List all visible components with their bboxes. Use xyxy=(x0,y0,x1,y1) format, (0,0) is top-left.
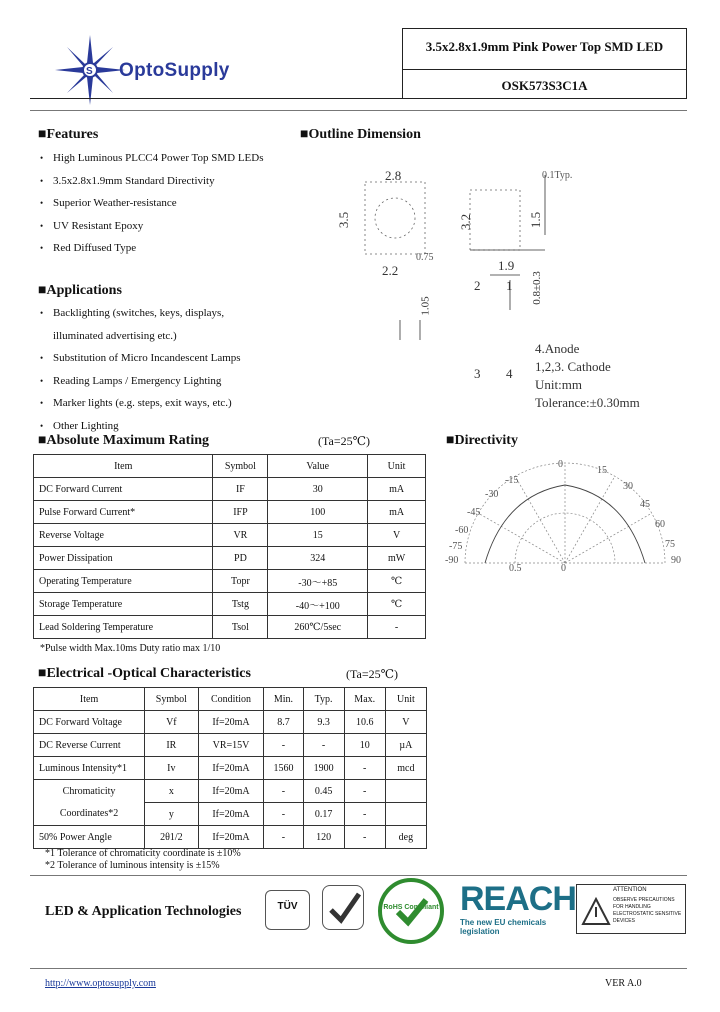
dim-2-2: 2.2 xyxy=(382,263,399,278)
col-condition: Condition xyxy=(198,688,264,711)
dir-label-m75: -75 xyxy=(449,541,463,552)
eo-footnote-2: *2 Tolerance of luminous intensity is ±15% xyxy=(45,860,220,871)
application-item: • Backlighting (switches, keys, displays, illuminated advertising etc.) xyxy=(38,302,318,347)
abs-max-footnote: *Pulse width Max.10ms Duty ratio max 1/10 xyxy=(40,643,221,654)
col-min: Min. xyxy=(264,688,303,711)
eo-footnotes xyxy=(45,848,241,872)
header-divider-2 xyxy=(30,110,687,111)
features-heading: ■Features xyxy=(38,127,99,142)
dir-label-0: 0 xyxy=(558,459,563,470)
dir-label-45: 45 xyxy=(640,499,650,510)
table-row: Storage Temperature Tstg -40～+100 ℃ xyxy=(34,593,426,616)
table-row: Lead Soldering Temperature Tsol 260℃/5sec - xyxy=(34,616,426,639)
table-row: Pulse Forward Current* IFP 100 mA xyxy=(34,501,426,524)
dir-label-75: 75 xyxy=(665,539,675,550)
table-row: Operating Temperature Topr -30～+85 ℃ xyxy=(34,570,426,593)
dim-1-5: 1.5 xyxy=(528,211,544,229)
application-item: • Other Lighting xyxy=(38,415,318,438)
pin-3: 3 xyxy=(474,366,481,381)
col-value: Value xyxy=(268,455,368,478)
col-typ: Typ. xyxy=(303,688,344,711)
dim-0-75: 0.75 xyxy=(416,252,434,263)
abs-max-condition: (Ta=25℃) xyxy=(318,434,371,448)
footer-bottom-divider xyxy=(30,968,687,969)
esd-attention-badge xyxy=(576,884,686,934)
legend-anode: 4.Anode xyxy=(535,341,580,356)
abs-max-table xyxy=(33,454,426,639)
dir-label-15: 15 xyxy=(597,465,607,476)
svg-text:S: S xyxy=(86,66,93,77)
title-box xyxy=(402,28,687,98)
table-row: Coordinates*2 y If=20mA - 0.17 - xyxy=(34,803,427,826)
dim-3-2: 3.2 xyxy=(458,213,474,231)
checkmark-badge xyxy=(322,885,364,930)
directivity-heading: ■Directivity xyxy=(446,433,518,448)
footer-tagline: LED & Application Technologies xyxy=(45,904,242,919)
reach-subtitle: The new EU chemicals legislation xyxy=(460,918,547,936)
rohs-badge xyxy=(378,878,444,944)
dim-0-1-typ: 0.1Typ. xyxy=(542,170,573,181)
esd-warning-icon xyxy=(581,897,611,927)
feature-item: • Superior Weather-resistance xyxy=(38,192,298,215)
abs-max-heading: ■Absolute Maximum Rating xyxy=(38,433,210,448)
applications-list xyxy=(38,302,318,437)
dim-1-9: 1.9 xyxy=(498,258,515,273)
table-row: DC Forward Voltage Vf If=20mA 8.7 9.3 10.6 V xyxy=(34,711,427,734)
outline-heading: ■Outline Dimension xyxy=(300,127,421,142)
tuv-label: TÜV xyxy=(277,901,298,912)
table-row: DC Reverse Current IR VR=15V - - 10 µA xyxy=(34,734,427,757)
eo-condition: (Ta=25℃) xyxy=(346,667,399,681)
checkmark-icon xyxy=(323,886,365,931)
table-row: DC Forward Current IF 30 mA xyxy=(34,478,426,501)
table-row: Reverse Voltage VR 15 V xyxy=(34,524,426,547)
eo-table xyxy=(33,687,427,849)
eo-footnote-1: *1 Tolerance of chromaticity coordinate is ±10% xyxy=(45,848,241,859)
outline-legend xyxy=(535,340,640,412)
eo-heading: ■Electrical -Optical Characteristics xyxy=(38,666,251,681)
brand-name: OptoSupply xyxy=(119,60,230,81)
table-row: Power Dissipation PD 324 mW xyxy=(34,547,426,570)
attention-text: OBSERVE PRECAUTIONS FOR HANDLING ELECTROSTATIC SENSITIVE DEVICES xyxy=(613,897,682,924)
table-header-row xyxy=(34,455,426,478)
dir-label-m60: -60 xyxy=(455,525,469,536)
footer-website-link[interactable]: http://www.optosupply.com xyxy=(45,978,156,989)
footer-version: VER A.0 xyxy=(605,978,642,989)
attention-label: ATTENTION xyxy=(613,887,647,893)
feature-item: • High Luminous PLCC4 Power Top SMD LEDs xyxy=(38,147,298,170)
dir-label-m30: -30 xyxy=(485,489,499,500)
col-item: Item xyxy=(34,455,213,478)
feature-item: • 3.5x2.8x1.9mm Standard Directivity xyxy=(38,170,298,193)
application-item: • Marker lights (e.g. steps, exit ways, etc.) xyxy=(38,392,318,415)
pin-1: 1 xyxy=(506,278,513,293)
application-item: • Reading Lamps / Emergency Lighting xyxy=(38,370,318,393)
table-row: Luminous Intensity*1 Iv If=20mA 1560 1900 - mcd xyxy=(34,757,427,780)
pin-2: 2 xyxy=(474,278,481,293)
outline-drawing xyxy=(330,160,690,420)
dir-label-center: 0 xyxy=(561,563,566,574)
reach-badge xyxy=(460,880,576,938)
dim-3-5: 3.5 xyxy=(336,211,352,229)
feature-item: • UV Resistant Epoxy xyxy=(38,215,298,238)
legend-tolerance: Tolerance:±0.30mm xyxy=(535,395,640,410)
directivity-polar-plot xyxy=(445,455,695,575)
dir-label-60: 60 xyxy=(655,519,665,530)
directivity-chart xyxy=(445,455,695,575)
col-symbol: Symbol xyxy=(213,455,268,478)
dir-label-m15: -15 xyxy=(505,475,519,486)
dim-0-8: 0.8±0.3 xyxy=(530,271,543,305)
reach-label: REACH xyxy=(460,880,576,918)
rohs-check-icon xyxy=(382,882,440,940)
legend-unit: Unit:mm xyxy=(535,377,582,392)
applications-heading: ■Applications xyxy=(38,283,122,298)
dim-2-8: 2.8 xyxy=(385,168,402,183)
dir-label-m90: -90 xyxy=(445,555,459,566)
application-item: • Substitution of Micro Incandescent Lamps xyxy=(38,347,318,370)
pin-4: 4 xyxy=(506,366,513,381)
col-unit: Unit xyxy=(385,688,426,711)
dir-label-90: 90 xyxy=(671,555,681,566)
dir-label-30: 30 xyxy=(623,481,633,492)
product-title: 3.5x2.8x1.9mm Pink Power Top SMD LED xyxy=(425,39,664,54)
table-header-row xyxy=(34,688,427,711)
application-item-continuation: illuminated advertising etc.) xyxy=(53,329,177,342)
brand-logo xyxy=(55,35,285,105)
tuv-badge xyxy=(265,890,310,930)
footer-top-divider xyxy=(30,875,687,876)
dir-label-m45: -45 xyxy=(467,507,481,518)
dir-label-half: 0.5 xyxy=(509,563,522,574)
col-unit: Unit xyxy=(368,455,426,478)
rohs-label: RoHS Compliant xyxy=(383,904,439,911)
part-number: OSK573S3C1A xyxy=(501,78,588,93)
dim-1-05: 1.05 xyxy=(419,296,432,316)
features-list xyxy=(38,147,298,260)
col-max: Max. xyxy=(344,688,385,711)
col-symbol: Symbol xyxy=(145,688,198,711)
table-row: 50% Power Angle 2θ1/2 If=20mA - 120 - deg xyxy=(34,826,427,849)
legend-cathode: 1,2,3. Cathode xyxy=(535,359,611,374)
header-divider xyxy=(30,98,687,99)
feature-item: • Red Diffused Type xyxy=(38,237,298,260)
table-row: Chromaticity x If=20mA - 0.45 - xyxy=(34,780,427,803)
col-item: Item xyxy=(34,688,145,711)
